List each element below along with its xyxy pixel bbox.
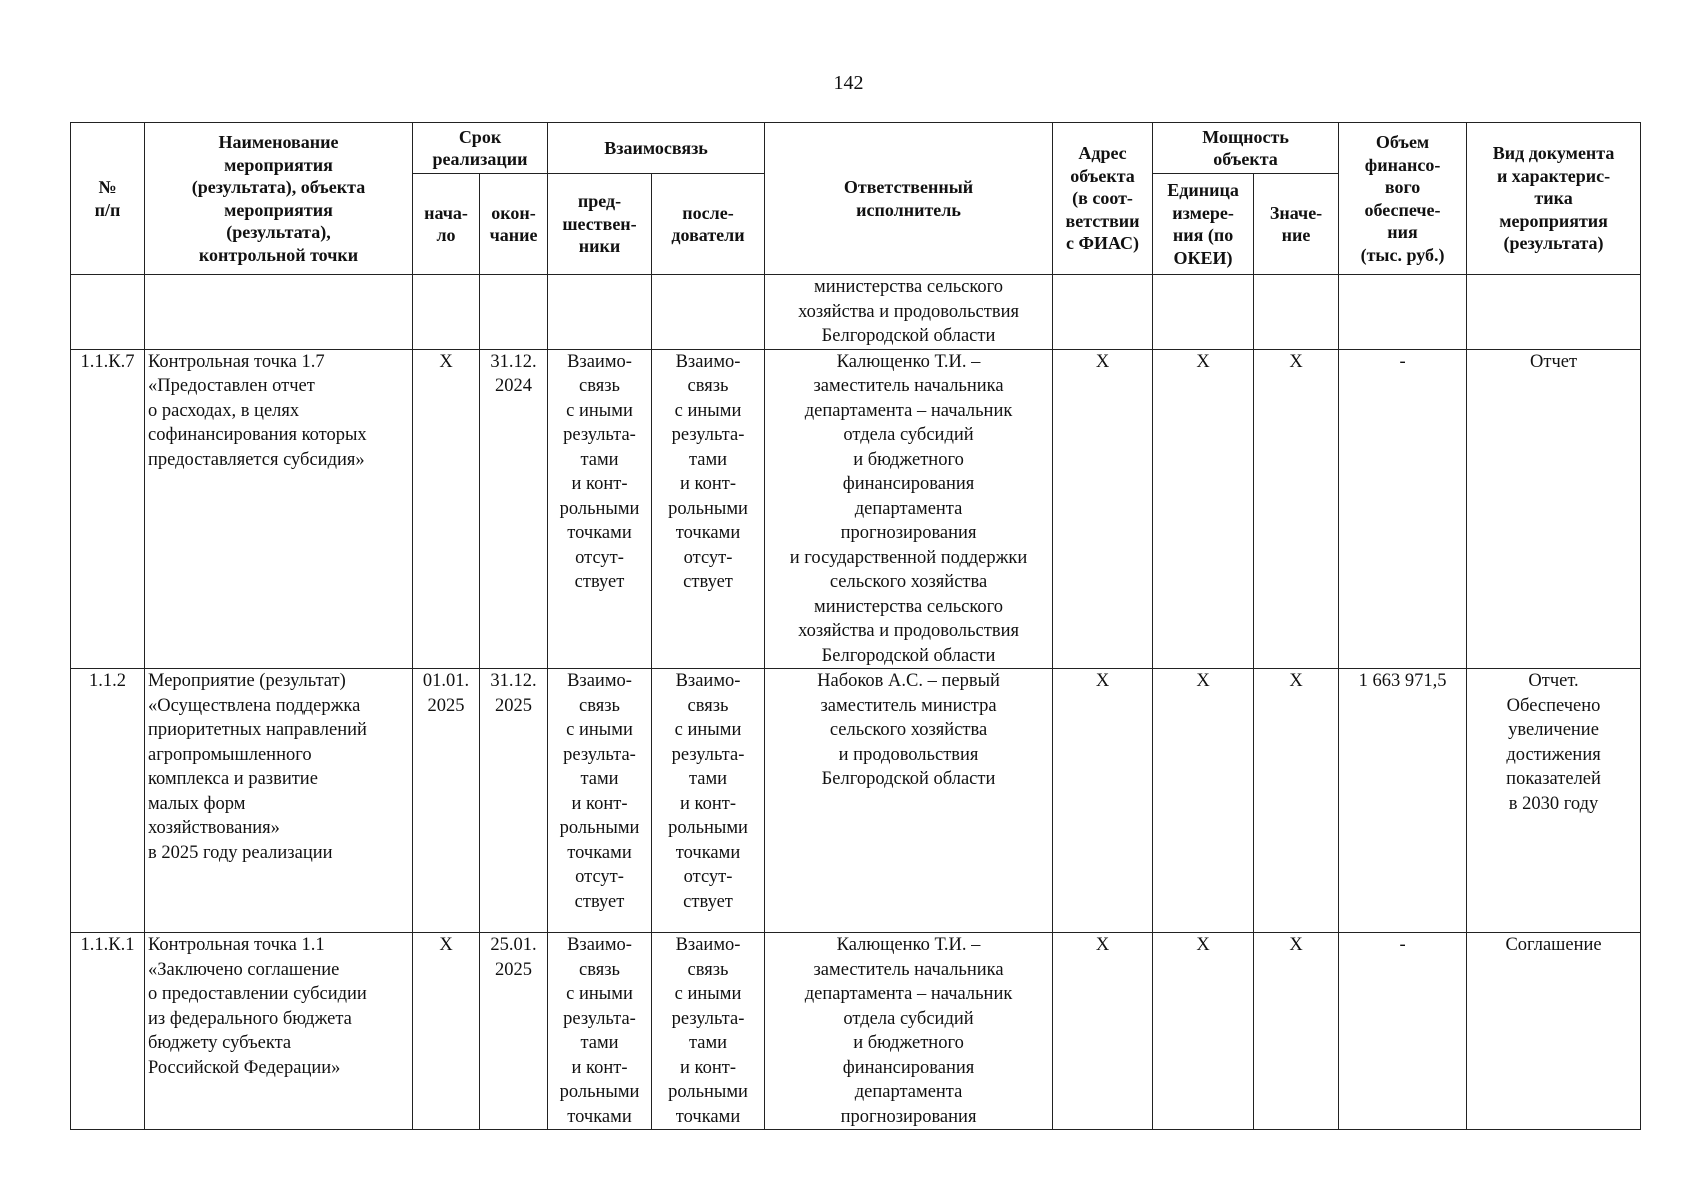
- table-row: [71, 669, 1641, 933]
- header-address: Адрес объекта (в соот- ветствии с ФИАС): [1053, 123, 1153, 275]
- cell-finance: [1339, 275, 1467, 350]
- cell-next: Взаимо- связь с иными результа- тами и конт- рольными точками отсут- ствует: [652, 669, 765, 933]
- cell-value: Х: [1254, 349, 1339, 669]
- cell-end: 25.01. 2025: [480, 933, 548, 1130]
- header-term-end: окон- чание: [480, 174, 548, 275]
- header-term: Срок реализации: [413, 123, 548, 174]
- header-finance: Объем финансо- вого обеспече- ния (тыс. руб.): [1339, 123, 1467, 275]
- header-num: № п/п: [71, 123, 145, 275]
- table-row: [71, 933, 1641, 1130]
- cell-end: [480, 275, 548, 350]
- header-capacity-unit: Единица измере- ния (по ОКЕИ): [1153, 174, 1254, 275]
- cell-next: Взаимо- связь с иными результа- тами и конт- рольными точками отсут- ствует: [652, 349, 765, 669]
- cell-unit: Х: [1153, 669, 1254, 933]
- cell-address: [1053, 275, 1153, 350]
- table-row: [71, 275, 1641, 350]
- cell-prev: Взаимо- связь с иными результа- тами и конт- рольными точками отсут- ствует: [548, 349, 652, 669]
- header-responsible: Ответственный исполнитель: [765, 123, 1053, 275]
- cell-start: [413, 275, 480, 350]
- cell-end: 31.12. 2024: [480, 349, 548, 669]
- cell-address: Х: [1053, 669, 1153, 933]
- cell-name: Контрольная точка 1.7 «Предоставлен отчет о расходах, в целях софинансирования которых предоставляется субсидия»: [145, 349, 413, 669]
- cell-start: 01.01. 2025: [413, 669, 480, 933]
- cell-prev: [548, 275, 652, 350]
- header-capacity-value: Значе- ние: [1254, 174, 1339, 275]
- cell-num: 1.1.К.1: [71, 933, 145, 1130]
- cell-num: 1.1.2: [71, 669, 145, 933]
- header-link-prev: пред- шествен- ники: [548, 174, 652, 275]
- cell-finance: 1 663 971,5: [1339, 669, 1467, 933]
- cell-next: [652, 275, 765, 350]
- header-name: Наименование мероприятия (результата), объекта мероприятия (результата), контрольной точки: [145, 123, 413, 275]
- cell-doc: Отчет: [1467, 349, 1641, 669]
- cell-finance: -: [1339, 349, 1467, 669]
- cell-responsible: Калющенко Т.И. – заместитель начальника департамента – начальник отдела субсидий и бюджетного финансирования департамента прогнозирования и государственной поддержки сельского хозяйства министерства сельского хозяйства и продовольствия Белгородской области: [765, 349, 1053, 669]
- plan-table: [70, 122, 1641, 1130]
- cell-next: Взаимо- связь с иными результа- тами и конт- рольными точками: [652, 933, 765, 1130]
- cell-value: Х: [1254, 933, 1339, 1130]
- cell-responsible: Набоков А.С. – первый заместитель министра сельского хозяйства и продовольствия Белгородской области: [765, 669, 1053, 933]
- cell-doc: Отчет. Обеспечено увеличение достижения показателей в 2030 году: [1467, 669, 1641, 933]
- cell-start: Х: [413, 349, 480, 669]
- cell-responsible: министерства сельского хозяйства и продовольствия Белгородской области: [765, 275, 1053, 350]
- cell-unit: Х: [1153, 933, 1254, 1130]
- cell-finance: -: [1339, 933, 1467, 1130]
- header-doc: Вид документа и характерис- тика мероприятия (результата): [1467, 123, 1641, 275]
- cell-address: Х: [1053, 349, 1153, 669]
- cell-prev: Взаимо- связь с иными результа- тами и конт- рольными точками отсут- ствует: [548, 669, 652, 933]
- header-capacity: Мощность объекта: [1153, 123, 1339, 174]
- cell-num: 1.1.К.7: [71, 349, 145, 669]
- cell-doc: Соглашение: [1467, 933, 1641, 1130]
- cell-name: Мероприятие (результат) «Осуществлена поддержка приоритетных направлений агропромышленного комплекса и развитие малых форм хозяйствования» в 2025 году реализации: [145, 669, 413, 933]
- cell-name: Контрольная точка 1.1 «Заключено соглашение о предоставлении субсидии из федерального бюджета бюджету субъекта Российской Федерации»: [145, 933, 413, 1130]
- cell-unit: Х: [1153, 349, 1254, 669]
- cell-responsible: Калющенко Т.И. – заместитель начальника департамента – начальник отдела субсидий и бюджетного финансирования департамента прогнозирования: [765, 933, 1053, 1130]
- cell-prev: Взаимо- связь с иными результа- тами и конт- рольными точками: [548, 933, 652, 1130]
- table-header-row: [71, 123, 1641, 174]
- cell-name: [145, 275, 413, 350]
- header-link: Взаимосвязь: [548, 123, 765, 174]
- table-row: [71, 349, 1641, 669]
- cell-end: 31.12. 2025: [480, 669, 548, 933]
- header-link-next: после- дователи: [652, 174, 765, 275]
- cell-num: [71, 275, 145, 350]
- cell-start: Х: [413, 933, 480, 1130]
- page-number: 142: [833, 72, 864, 94]
- header-term-start: нача- ло: [413, 174, 480, 275]
- cell-value: Х: [1254, 669, 1339, 933]
- cell-value: [1254, 275, 1339, 350]
- cell-address: Х: [1053, 933, 1153, 1130]
- cell-unit: [1153, 275, 1254, 350]
- cell-doc: [1467, 275, 1641, 350]
